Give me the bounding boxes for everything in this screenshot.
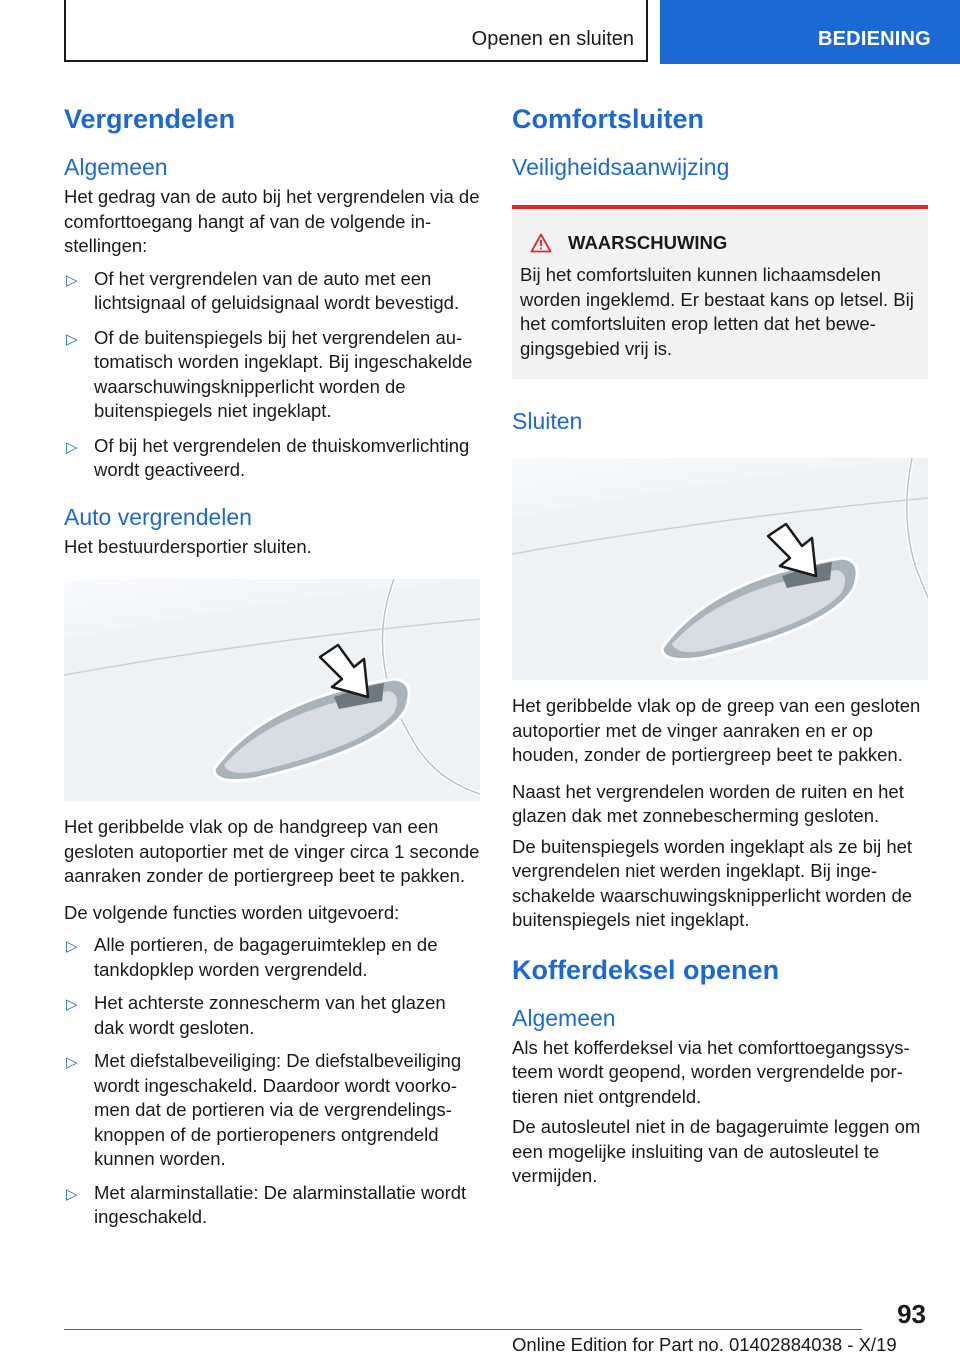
general-intro: Het gedrag van de auto bij het vergrendelen via de comforttoegang hangt af van de volgende instellingen: (64, 186, 480, 256)
mirrors-note: De buitenspiegels worden ingeklapt als ze bij het vergrendelen niet werden ingeklapt. Bij ingeschakelde waarschuwingsknipperlicht worden de buitenspiegels niet ingeklapt. (512, 835, 913, 930)
triangle-bullet-icon: ▷ (66, 330, 78, 348)
trunk-text-2: De autosleutel niet in de bagageruimte leggen om een mogelijke insluiting van de autosleutel te vermijden. (512, 1116, 921, 1186)
header-chapter-tab (660, 0, 960, 64)
triangle-bullet-icon: ▷ (66, 438, 78, 456)
list-item: ▷ Of het vergrendelen van de auto met een lichtsignaal of geluidsignaal wordt bevestigd. (66, 267, 460, 313)
door-handle-figure (64, 579, 480, 801)
page-number: 93 (897, 1299, 926, 1329)
header-section-title: Openen en sluiten (471, 28, 634, 50)
section-title-vergrendelen: Vergrendelen (64, 104, 236, 134)
heading-veiligheidsaanwijzing: Veiligheidsaanwijzing (512, 154, 730, 180)
lock-intro: Het bestuurdersportier sluiten. (64, 535, 312, 557)
warning-text: Bij het comfortsluiten kunnen lichaamsdelen worden ingeklemd. Er bestaat kans op letsel. Bij het comfortsluiten erop letten dat het bewegingsgebied vrij is. (520, 264, 914, 359)
functions-intro: De volgende functies worden uitgevoerd: (64, 901, 400, 923)
warning-box (512, 205, 928, 379)
list-item: ▷ Met diefstalbeveiliging: De diefstalbeveiliging wordt ingeschakeld. Daardoor wordt voorkomen dat de portieren via de vergrendelingsknoppen of de portieropeners ontgrendeld kunnen worden. (66, 1050, 462, 1169)
press-arrow-icon (762, 518, 832, 588)
section-title-comfortsluiten: Comfortsluiten (512, 104, 704, 134)
triangle-bullet-icon: ▷ (66, 271, 78, 289)
right-column (512, 100, 928, 1189)
warning-header (520, 231, 920, 255)
header-chapter-label: BEDIENING (818, 28, 931, 50)
triangle-bullet-icon: ▷ (66, 1185, 78, 1203)
lock-instruction: Het geribbelde vlak op de handgreep van een gesloten autoportier met de vinger circa 1 seconde aanraken zonder de portiergreep beet te pakken. (64, 816, 480, 886)
settings-list (64, 267, 480, 483)
heading-auto-vergrendelen: Auto vergrendelen (64, 503, 252, 530)
door-handle-figure (512, 458, 928, 680)
warning-label: WAARSCHUWING (568, 232, 728, 253)
triangle-bullet-icon: ▷ (66, 1054, 78, 1071)
list-item: ▷ Of bij het vergrendelen de thuiskomverlichting wordt geactiveerd. (66, 434, 470, 480)
functions-list (64, 933, 480, 1230)
heading-algemeen-trunk: Algemeen (512, 1004, 616, 1031)
list-item: ▷ Of de buitenspiegels bij het vergrendelen automatisch worden ingeklapt. Bij ingeschakelde waarschuwingsknipperlicht worden de buitenspiegels niet ingeklapt. (66, 326, 473, 421)
close-note: Naast het vergrendelen worden de ruiten en het glazen dak met zonnebescherming gesloten. (512, 780, 904, 826)
press-arrow-icon (314, 639, 384, 709)
footer-edition: Online Edition for Part no. 01402884038 - X/19 (512, 1334, 897, 1355)
list-item: ▷ Het achterste zonnescherm van het glazen dak wordt gesloten. (66, 992, 446, 1038)
triangle-bullet-icon: ▷ (66, 938, 78, 955)
list-item: ▷ Met alarminstallatie: De alarminstallatie wordt ingeschakeld. (66, 1181, 467, 1227)
left-column (64, 100, 480, 1230)
heading-algemeen: Algemeen (64, 154, 168, 180)
warning-triangle-icon (530, 233, 552, 253)
close-instruction: Het geribbelde vlak op de greep van een gesloten autoportier met de vinger aanraken en er op houden, zonder de portiergreep beet te pakken. (512, 695, 921, 765)
footer-divider (64, 1329, 862, 1330)
triangle-bullet-icon: ▷ (66, 996, 78, 1013)
door-handle-illustration (512, 458, 928, 680)
trunk-text-1: Als het kofferdeksel via het comforttoegangssysteem wordt geopend, worden vergrendelde portieren niet ontgrendeld. (512, 1036, 910, 1107)
door-handle-illustration (64, 579, 480, 801)
section-title-kofferdeksel: Kofferdeksel openen (512, 954, 780, 985)
list-item: ▷ Alle portieren, de bagageruimteklep en de tankdopklep worden vergrendeld. (66, 934, 438, 980)
heading-sluiten: Sluiten (512, 408, 583, 434)
